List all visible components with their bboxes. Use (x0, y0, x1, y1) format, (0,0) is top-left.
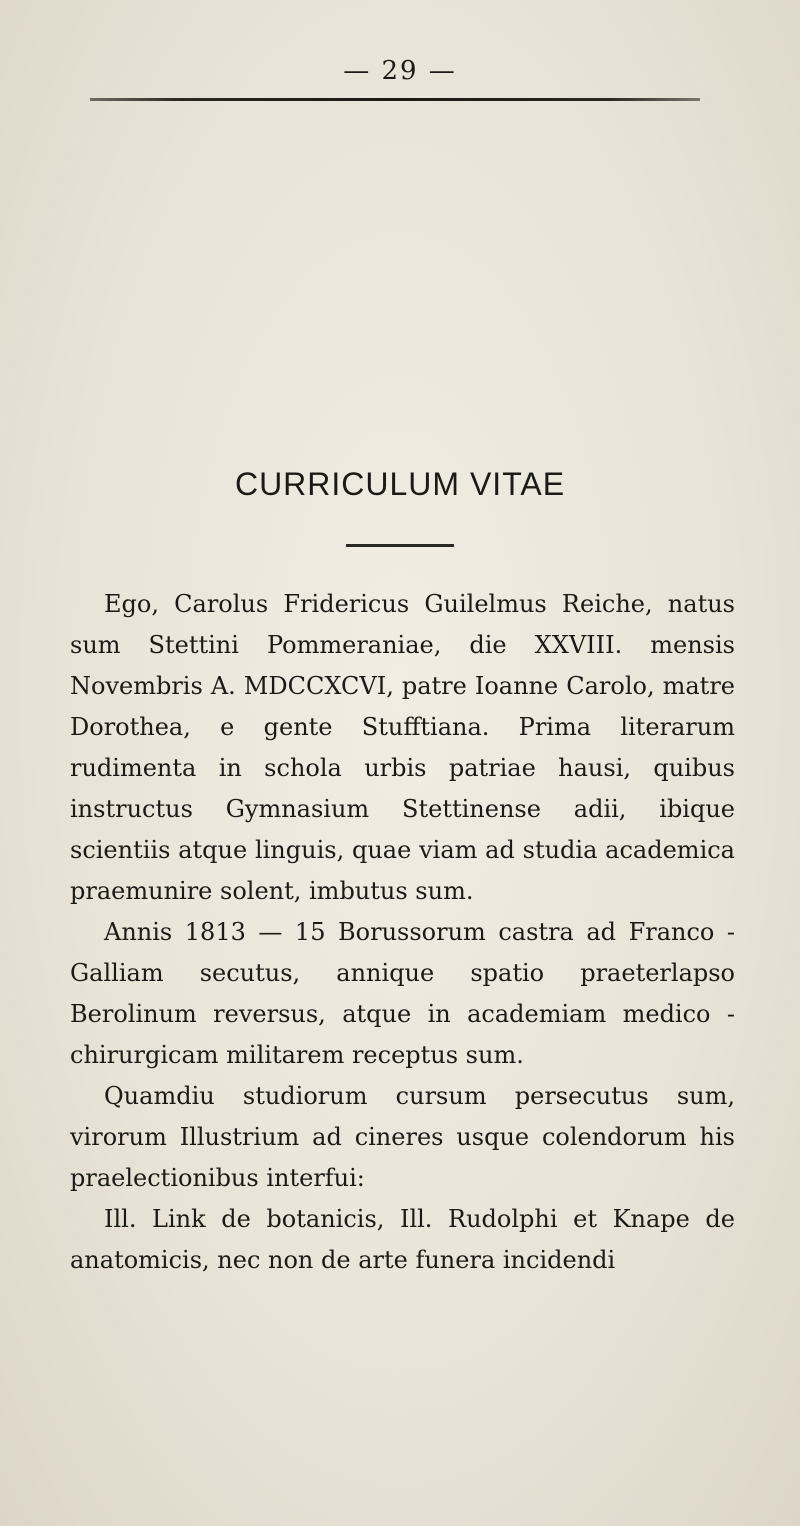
paragraph-teachers: Ill. Link de botanicis, Ill. Rudolphi et Knape de anatomicis, nec non de arte funera incidendi (70, 1205, 735, 1274)
paragraph-military-service: Annis 1813 — 15 Borussorum castra ad Franco - Galliam secutus, annique spatio praeterlapso Berolinum reversus, atque in academiam medico - chirurgicam militarem receptus sum. (70, 918, 735, 1069)
paragraph-birth-education: Ego, Carolus Fridericus Guilelmus Reiche, natus sum Stettini Pommeraniae, die XXVIII. mensis Novembris A. MDCCXCVI, patre Ioanne Carolo, matre Dorothea, e gente Stufftiana. Prima literarum rudimenta in schola urbis patriae hausi, quibus instructus Gymnasium Stettinense adii, ibique scientiis atque linguis, quae viam ad studia academica praemunire solent, imbutus sum. (70, 590, 735, 905)
header-rule (90, 98, 700, 101)
title-underline-rule (346, 544, 454, 547)
section-title: CURRICULUM VITAE (234, 466, 566, 502)
body-text (70, 584, 735, 1281)
page-number: — 29 — (343, 56, 457, 86)
paragraph-studies: Quamdiu studiorum cursum persecutus sum, virorum Illustrium ad cineres usque colendorum his praelectionibus interfui: (70, 1082, 735, 1192)
